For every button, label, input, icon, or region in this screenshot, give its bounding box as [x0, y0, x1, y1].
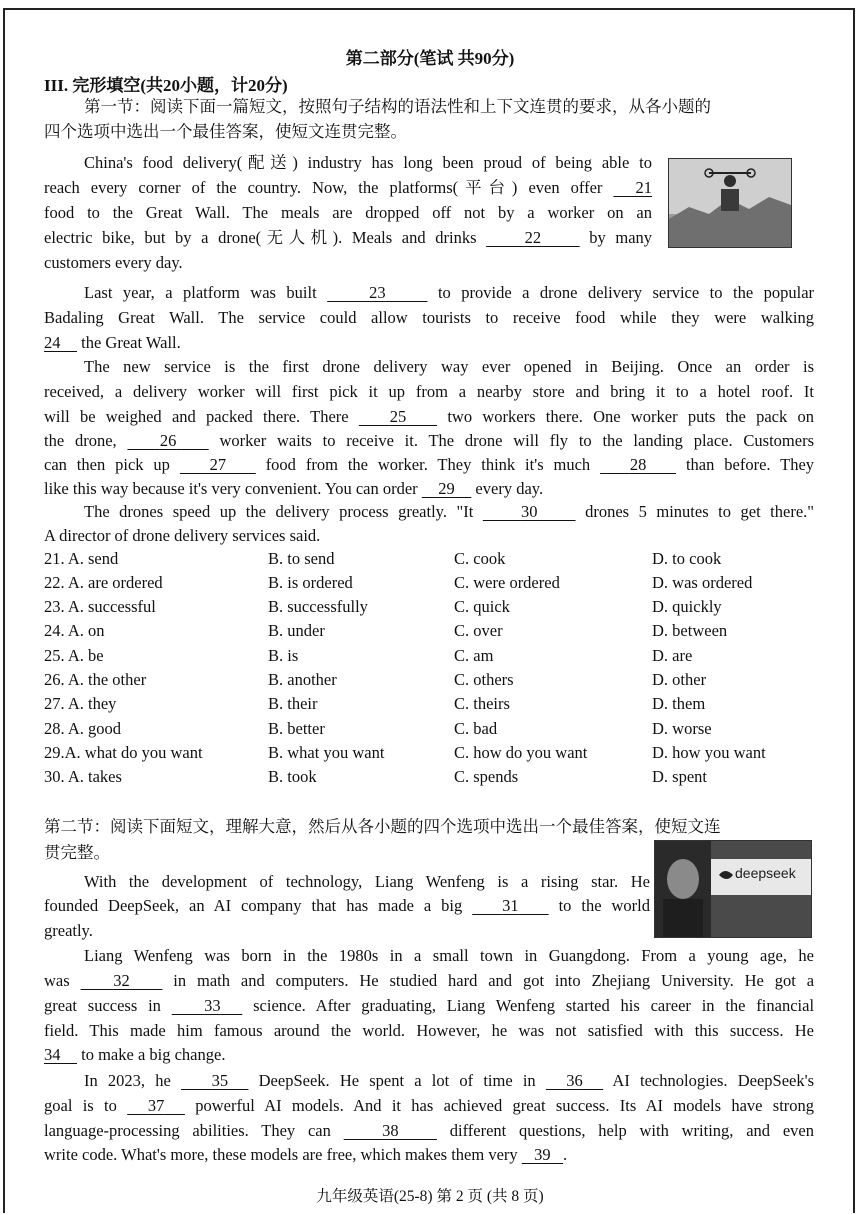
option-row-29 [44, 743, 824, 767]
passage-text: worker waits to receive it. The drone will fly to the landing place. Customers [219, 431, 815, 450]
instruction-line-2: 四个选项中选出一个最佳答案，使短文连贯完整。 [44, 122, 407, 141]
passage2-line [44, 1043, 225, 1067]
passage-text: two workers there. One worker puts the pack on [447, 407, 815, 426]
blank-38: 38 [382, 1121, 399, 1140]
option-c[interactable]: C. theirs [454, 694, 510, 713]
option-a[interactable]: 28. A. good [44, 719, 122, 738]
blank-33: 33 [204, 996, 221, 1015]
passage1-line [44, 405, 814, 429]
option-c[interactable]: C. others [454, 670, 514, 689]
passage2-line: With the development of technology, Liang Wenfeng is a rising star. He [84, 872, 650, 891]
option-c[interactable]: C. am [454, 646, 494, 665]
passage-text: goal is to [44, 1096, 117, 1115]
passage-text: than before. They [685, 455, 815, 474]
option-d[interactable]: D. between [652, 621, 728, 640]
passage1-line [44, 429, 814, 453]
passage-text: AI technologies. DeepSeek's [612, 1071, 814, 1090]
passage-text: write code. What's more, these models are free, which makes them very [44, 1145, 518, 1164]
passage1-line [84, 500, 814, 524]
passage-text: can then pick up [44, 455, 170, 474]
blank-27: 27 [209, 455, 227, 474]
option-row-24 [44, 621, 824, 645]
option-a[interactable]: 27. A. they [44, 694, 117, 713]
instruction-line-4: 贯完整。 [44, 843, 110, 862]
passage2-line [44, 1143, 567, 1167]
passage-text: . [563, 1145, 568, 1164]
drone-photo [668, 158, 792, 248]
blank-34: 34 [44, 1045, 61, 1064]
blank-32: 32 [113, 971, 130, 990]
option-d[interactable]: D. are [652, 646, 693, 665]
option-d[interactable]: D. spent [652, 767, 707, 786]
option-row-27 [44, 694, 824, 718]
passage-text: Last year, a platform was built [84, 283, 317, 302]
drone-photo-image [669, 159, 791, 247]
blank-24: 24 [44, 333, 61, 352]
passage-text: DeepSeek. He spent a lot of time in [258, 1071, 536, 1090]
page-footer: 九年级英语(25-8) 第 2 页 (共 8 页) [316, 1188, 544, 1205]
passage1-line [84, 281, 814, 305]
passage1-line [44, 226, 652, 250]
option-b[interactable]: B. successfully [268, 597, 368, 616]
passage1-line [44, 331, 181, 355]
passage1-line: Badaling Great Wall. The service could allow tourists to receive food while they were walking [44, 308, 814, 327]
passage-text: reach every corner of the country. Now, the platforms(平台) even offer [44, 178, 603, 197]
passage-text: food from the worker. They think it's much [265, 455, 591, 474]
passage2-line [84, 1069, 814, 1093]
option-a[interactable]: 26. A. the other [44, 670, 147, 689]
blank-29: 29 [438, 479, 455, 498]
passage-text: science. After graduating, Liang Wenfeng started his career in the financial [253, 996, 815, 1015]
option-c[interactable]: C. how do you want [454, 743, 588, 762]
option-b[interactable]: B. to send [268, 549, 335, 568]
option-b[interactable]: B. is ordered [268, 573, 353, 592]
passage-text: The drones speed up the delivery process greatly. "It [84, 502, 474, 521]
option-b[interactable]: B. their [268, 694, 318, 713]
option-d[interactable]: D. worse [652, 719, 712, 738]
option-row-23 [44, 597, 824, 621]
passage-text: will be weighed and packed there. There [44, 407, 349, 426]
option-row-21 [44, 549, 824, 573]
passage-text: every day. [475, 479, 544, 498]
passage-text: founded DeepSeek, an AI company that has made a big [44, 896, 463, 915]
blank-21: 21 [635, 178, 653, 197]
passage2-line: Liang Wenfeng was born in the 1980s in a small town in Guangdong. From a young age, he [84, 946, 814, 965]
passage-text: electric bike, but by a drone(无人机). Meals and drinks [44, 228, 477, 247]
option-d[interactable]: D. quickly [652, 597, 722, 616]
passage-text: to provide a drone delivery service to the popular [437, 283, 815, 302]
passage2-line [44, 1094, 814, 1118]
option-a[interactable]: 24. A. on [44, 621, 105, 640]
option-row-28 [44, 719, 824, 743]
passage-text: to the world [558, 896, 651, 915]
passage-text: in math and computers. He studied hard and got into Zhejiang University. He got a [173, 971, 815, 990]
passage1-line: food to the Great Wall. The meals are dropped off not by a worker on an [44, 203, 652, 222]
passage-text: powerful AI models. And it has achieved great success. Its AI models have strong [195, 1096, 815, 1115]
passage-text: by many [589, 228, 653, 247]
option-c[interactable]: C. bad [454, 719, 498, 738]
passage1-line [44, 176, 652, 200]
option-b[interactable]: B. better [268, 719, 325, 738]
blank-35: 35 [211, 1071, 229, 1090]
blank-26: 26 [159, 431, 177, 450]
passage1-line: received, a delivery worker will first pick it up from a nearby store and bring it to a hotel roof. It [44, 382, 814, 401]
passage2-line [44, 1119, 814, 1143]
passage2-line [44, 894, 650, 918]
option-d[interactable]: D. was ordered [652, 573, 753, 592]
option-b[interactable]: B. another [268, 670, 337, 689]
option-row-22 [44, 573, 824, 597]
passage2-line: greatly. [44, 921, 93, 940]
passage-text: language-processing abilities. They can [44, 1121, 331, 1140]
deepseek-logo-text: deepseek [735, 865, 796, 881]
passage1-line: China's food delivery(配送) industry has long been proud of being able to [84, 153, 652, 172]
instruction-line-3: 第二节：阅读下面短文，理解大意，然后从各小题的四个选项中选出一个最佳答案，使短文连 [44, 817, 721, 836]
option-a[interactable]: 29.A. what do you want [44, 743, 203, 762]
blank-28: 28 [629, 455, 647, 474]
passage1-line: The new service is the first drone delivery way ever opened in Beijing. Once an order is [84, 357, 814, 376]
option-a[interactable]: 22. A. are ordered [44, 573, 163, 592]
passage-text: great success in [44, 996, 161, 1015]
option-b[interactable]: B. what you want [268, 743, 385, 762]
blank-36: 36 [566, 1071, 583, 1090]
blank-25: 25 [389, 407, 407, 426]
part-title: 第二部分(笔试 共90分) [345, 49, 515, 68]
passage1-line [44, 477, 543, 501]
option-c[interactable]: C. quick [454, 597, 510, 616]
option-b[interactable]: B. took [268, 767, 317, 786]
option-c[interactable]: C. spends [454, 767, 519, 786]
passage-text: was [44, 971, 70, 990]
instruction-line-1: 第一节：阅读下面一篇短文，按照句子结构的语法性和上下文连贯的要求，从各小题的 [84, 97, 711, 116]
option-c[interactable]: C. were ordered [454, 573, 560, 592]
passage1-line: customers every day. [44, 253, 183, 272]
option-b[interactable]: B. is [268, 646, 299, 665]
section-heading: III. 完形填空(共20小题，计20分) [44, 76, 288, 95]
option-a[interactable]: 25. A. be [44, 646, 104, 665]
option-a[interactable]: 21. A. send [44, 549, 119, 568]
option-d[interactable]: D. other [652, 670, 707, 689]
passage-text: In 2023, he [84, 1071, 171, 1090]
deepseek-photo [654, 840, 812, 938]
option-c[interactable]: C. over [454, 621, 503, 640]
passage1-line [44, 453, 814, 477]
option-d[interactable]: D. how you want [652, 743, 766, 762]
option-b[interactable]: B. under [268, 621, 325, 640]
option-a[interactable]: 23. A. successful [44, 597, 156, 616]
passage-text: like this way because it's very convenient. You can order [44, 479, 418, 498]
passage-text: to make a big change. [81, 1045, 226, 1064]
option-a[interactable]: 30. A. takes [44, 767, 122, 786]
deepseek-photo-image [655, 841, 811, 937]
blank-22: 22 [524, 228, 542, 247]
blank-37: 37 [147, 1096, 165, 1115]
blank-30: 30 [520, 502, 538, 521]
blank-23: 23 [369, 283, 386, 302]
passage-text: the Great Wall. [81, 333, 181, 352]
option-c[interactable]: C. cook [454, 549, 506, 568]
passage-text: drones 5 minutes to get there." [585, 502, 815, 521]
passage2-line: field. This made him famous around the world. However, he was not satisfied with this success. He [44, 1021, 814, 1040]
blank-39: 39 [534, 1145, 551, 1164]
option-d[interactable]: D. to cook [652, 549, 722, 568]
passage-text: the drone, [44, 431, 117, 450]
passage-text: different questions, help with writing, and even [449, 1121, 814, 1140]
passage2-line [44, 994, 814, 1018]
option-row-30 [44, 767, 824, 791]
passage2-line [44, 969, 814, 993]
option-row-25 [44, 646, 824, 670]
blank-31: 31 [502, 896, 519, 915]
option-row-26 [44, 670, 824, 694]
option-d[interactable]: D. them [652, 694, 706, 713]
passage1-line: A director of drone delivery services said. [44, 526, 321, 545]
